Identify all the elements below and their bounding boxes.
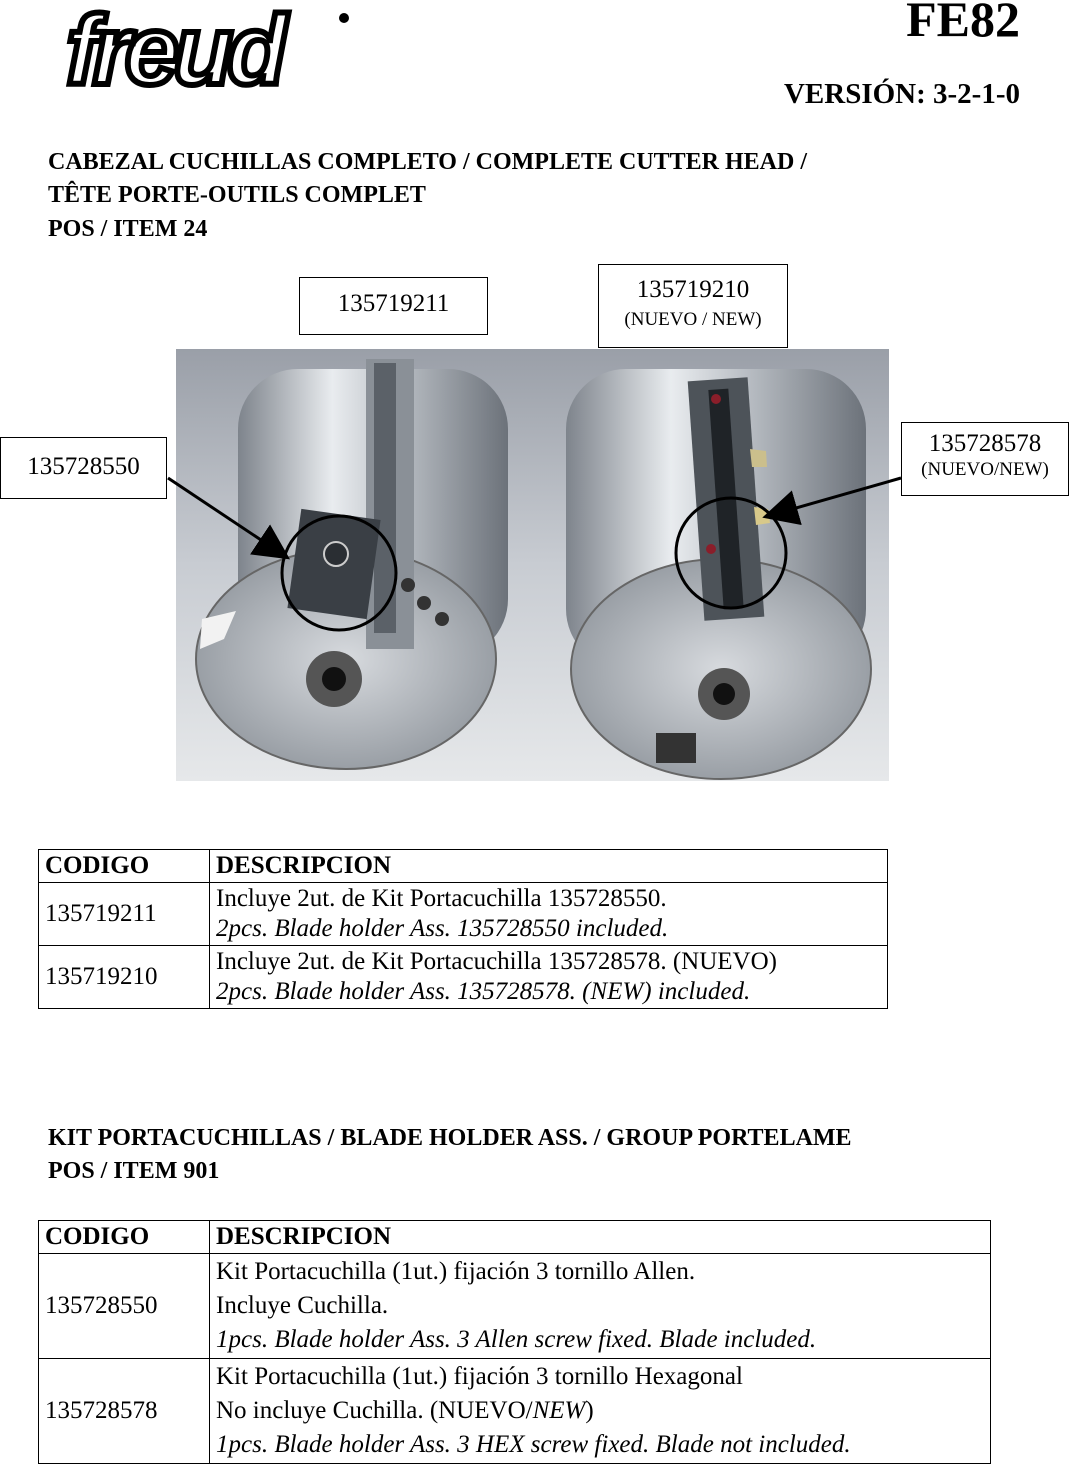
section2-title: KIT PORTACUCHILLAS / BLADE HOLDER ASS. / GROUP PORTELAME — [48, 1125, 852, 1151]
col-desc-header: DESCRIPCION — [210, 850, 888, 883]
row-code: 135728578 — [39, 1359, 210, 1464]
row-description — [210, 1359, 991, 1464]
cutter-heads-photo — [176, 349, 889, 781]
desc-line3: 1pcs. Blade holder Ass. 3 Allen screw fixed. Blade included. — [216, 1326, 817, 1353]
desc-line2 — [216, 1394, 984, 1428]
callout-holder-old-code: 135728550 — [27, 453, 140, 480]
col-desc-header: DESCRIPCION — [210, 1221, 991, 1254]
row-code: 135719211 — [39, 883, 210, 946]
table-header-row — [39, 850, 888, 883]
desc-line1: Kit Portacuchilla (1ut.) fijación 3 tornillo Hexagonal — [216, 1363, 743, 1390]
section1-title-line2: TÊTE PORTE-OUTILS COMPLET — [48, 182, 426, 208]
table-row — [39, 946, 888, 1009]
callout-head-new-code: 135719210 — [636, 276, 750, 303]
callout-head-old-code: 135719211 — [337, 290, 450, 317]
table-row — [39, 1254, 991, 1359]
svg-text:freud: freud — [66, 4, 281, 96]
table-header-row — [39, 1221, 991, 1254]
desc-line2: Incluye Cuchilla. — [216, 1292, 389, 1319]
desc-line2-prefix: No incluye Cuchilla. (NUEVO/ — [216, 1397, 533, 1424]
desc-line2-italic: NEW — [532, 1397, 586, 1424]
row-description — [210, 946, 888, 1009]
desc-english: 2pcs. Blade holder Ass. 135728578. (NEW) included. — [216, 978, 751, 1005]
section1-item: POS / ITEM 24 — [48, 216, 208, 242]
col-code-header: CODIGO — [39, 850, 210, 883]
callout-135728550 — [0, 437, 167, 499]
document-code: FE82 — [906, 0, 1020, 47]
desc-spanish: Incluye 2ut. de Kit Portacuchilla 135728550. — [216, 885, 667, 912]
desc-english: 2pcs. Blade holder Ass. 135728550 included. — [216, 915, 669, 942]
row-description — [210, 1254, 991, 1359]
col-code-header: CODIGO — [39, 1221, 210, 1254]
freud-logo — [62, 4, 362, 96]
callout-holder-new-code: 135728578 — [928, 430, 1042, 457]
section2-item: POS / ITEM 901 — [48, 1158, 220, 1184]
cutter-head-table — [38, 849, 888, 1009]
row-description — [210, 883, 888, 946]
desc-spanish: Incluye 2ut. de Kit Portacuchilla 135728578. (NUEVO) — [216, 948, 777, 975]
callout-135719211 — [299, 277, 488, 335]
callout-head-new-note: (NUEVO / NEW) — [624, 309, 762, 330]
row-code: 135719210 — [39, 946, 210, 1009]
version-label: VERSIÓN: 3-2-1-0 — [783, 78, 1020, 110]
table-row — [39, 1359, 991, 1464]
blade-holder-table — [38, 1220, 991, 1464]
desc-line2-suffix: ) — [585, 1397, 594, 1424]
table-row — [39, 883, 888, 946]
callout-holder-new-note: (NUEVO/NEW) — [921, 459, 1049, 480]
desc-line1: Kit Portacuchilla (1ut.) fijación 3 tornillo Allen. — [216, 1258, 696, 1285]
row-code: 135728550 — [39, 1254, 210, 1359]
section1-title-line1: CABEZAL CUCHILLAS COMPLETO / COMPLETE CUTTER HEAD / — [48, 149, 808, 175]
desc-line3: 1pcs. Blade holder Ass. 3 HEX screw fixed. Blade not included. — [216, 1431, 851, 1458]
callout-135719210 — [598, 264, 788, 348]
callout-135728578 — [901, 422, 1069, 496]
